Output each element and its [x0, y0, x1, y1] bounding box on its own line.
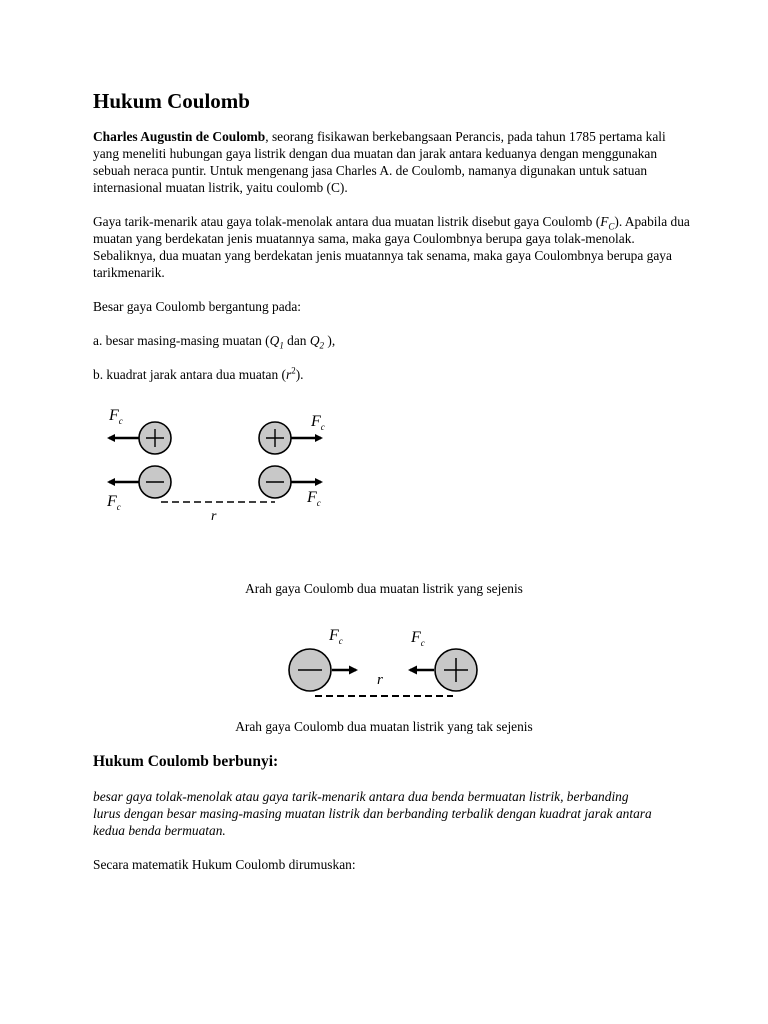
page-title: Hukum Coulomb [93, 89, 250, 113]
positive-charge-right [259, 422, 291, 454]
fc-label-left: $F_c$ [329, 627, 343, 646]
r-label-2: r [377, 672, 383, 688]
item-a-suffix: ), [324, 333, 336, 348]
symbol-f: F [600, 214, 609, 229]
item-b-suffix: ). [295, 367, 304, 382]
negative-charge-left [139, 466, 171, 498]
math-intro: Secara matematik Hukum Coulomb dirumuskan: [93, 857, 356, 872]
r-symbol: r [285, 367, 292, 382]
caption-like-charges: Arah gaya Coulomb dua muatan listrik yang sejenis [245, 581, 523, 596]
item-a-mid: dan [283, 333, 310, 348]
intro-text: , seorang fisikawan berkebangsaan Perancis, pada tahun 1785 pertama kali yang meneliti hubungan gaya listrik dengan dua muatan dan jarak antara keduanya dengan menggunakan sebuah neraca puntir. Untuk mengenang jasa Charles A. de Coulomb, namanya digunakan untuk satuan internasional muatan listrik, yaitu coulomb (C). [93, 129, 666, 195]
q2-sub: 2 [319, 340, 325, 351]
q2-symbol: Q [309, 333, 320, 348]
r-superscript: 2 [291, 365, 296, 376]
caption-unlike-charges: Arah gaya Coulomb dua muatan listrik yang tak sejenis [235, 719, 533, 734]
fc-label-top-left: $F_c$ [109, 407, 123, 426]
list-item-a [93, 332, 335, 349]
law-heading: Hukum Coulomb berbunyi: [93, 753, 279, 770]
fc-label-top-right: $F_c$ [311, 413, 325, 432]
positive-charge-left [139, 422, 171, 454]
negative-charge-right [259, 466, 291, 498]
q1-sub: 1 [279, 340, 284, 351]
unlike-charges-diagram [283, 618, 483, 698]
symbol-f-sub: C [608, 221, 615, 232]
coulomb-name: Charles Augustin de Coulomb [93, 129, 266, 144]
definition-paragraph [93, 213, 693, 281]
like-charges-diagram [93, 402, 353, 532]
fc-label-right: $F_c$ [411, 629, 425, 648]
definition-text-1: Gaya tarik-menarik atau gaya tolak-menolak antara dua muatan listrik disebut gaya Coulomb ( [93, 214, 601, 229]
item-a-prefix: a. besar masing-masing muatan ( [93, 333, 270, 348]
item-b-prefix: b. kuadrat jarak antara dua muatan ( [93, 367, 286, 382]
fc-label-bottom-left: $F_c$ [107, 493, 121, 512]
r-label: r [211, 509, 217, 524]
q1-symbol: Q [269, 333, 280, 348]
intro-paragraph [93, 128, 693, 196]
law-statement: besar gaya tolak-menolak atau gaya tarik-menarik antara dua benda bermuatan listrik, berbanding lurus dengan besar masing-masing muatan listrik dan berbanding terbalik dengan kuadrat jarak antara kedua benda bermuatan. [93, 789, 652, 838]
document-page [93, 88, 693, 872]
positive-charge [435, 649, 477, 691]
negative-charge [289, 649, 331, 691]
fc-label-bottom-right: $F_c$ [307, 489, 321, 508]
definition-text-2: ). Apabila dua muatan yang berdekatan jenis muatannya sama, maka gaya Coulombnya berupa gaya tolak-menolak. Sebaliknya, dua muatan yang berdekatan jenis muatannya tak senama, maka gaya Coulombnya berupa gaya tarikmenarik. [93, 214, 690, 280]
depends-paragraph: Besar gaya Coulomb bergantung pada: [93, 299, 301, 314]
list-item-b [93, 366, 304, 383]
